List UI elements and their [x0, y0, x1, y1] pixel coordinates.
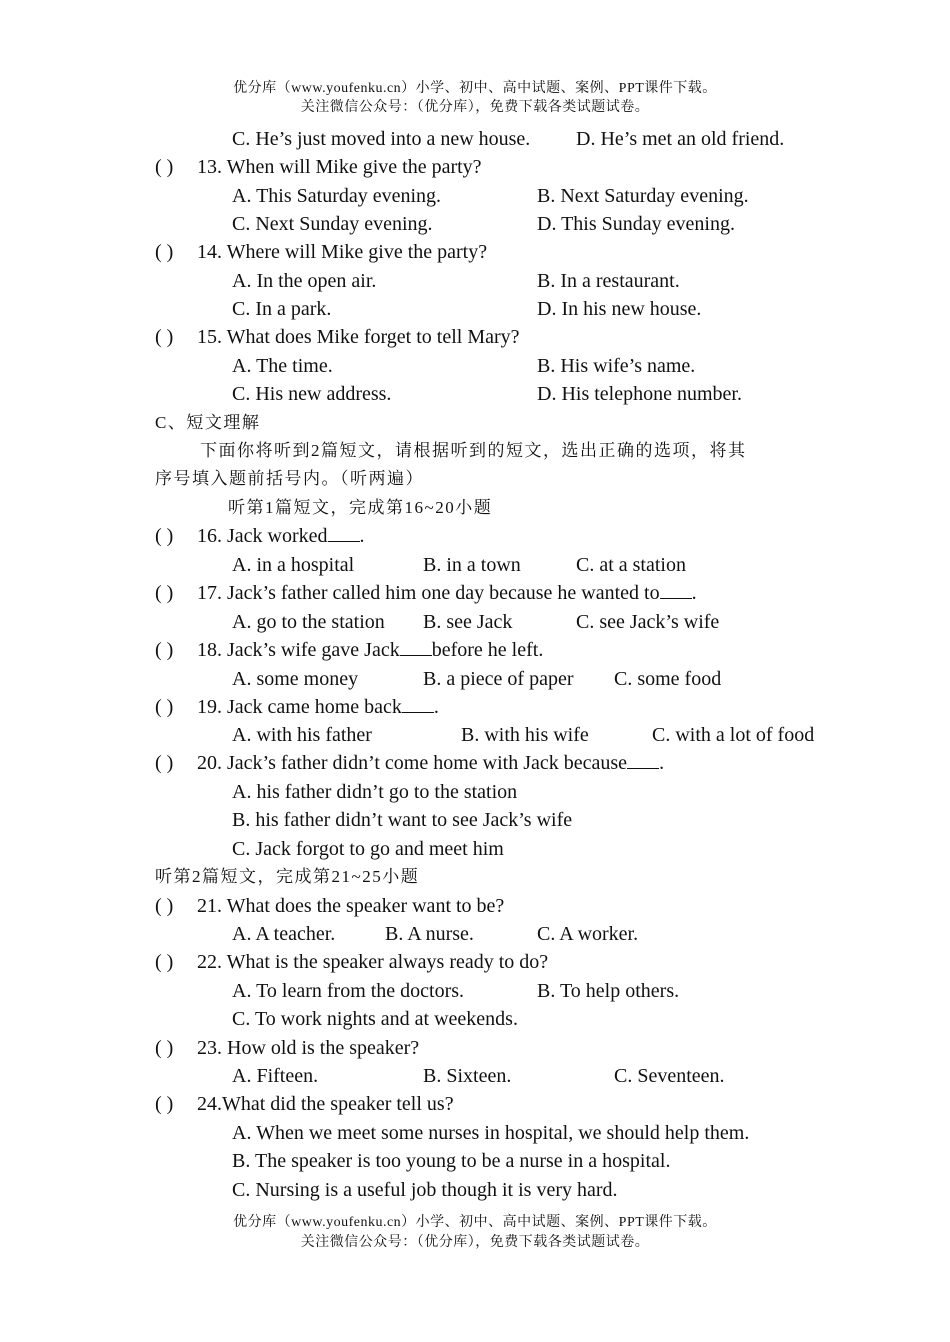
q21-option-b: B. A nurse. [385, 923, 474, 945]
q14-option-a: A. In the open air. [232, 270, 377, 292]
q23-option-b: B. Sixteen. [423, 1065, 512, 1087]
q16-option-a: A. in a hospital [232, 554, 355, 576]
q18-option-c: C. some food [614, 668, 722, 690]
question-21-stem: 21. What does the speaker want to be? [197, 895, 505, 917]
fill-blank[interactable] [627, 750, 659, 769]
q19-option-a: A. with his father [232, 724, 372, 746]
q17-option-a: A. go to the station [232, 611, 385, 633]
question-24-stem: 24.What did the speaker tell us? [197, 1093, 454, 1115]
page-header-line2: 关注微信公众号：（优分库），免费下载各类试题试卷。 [300, 100, 650, 115]
q18-option-b: B. a piece of paper [423, 668, 574, 690]
q20-option-c: C. Jack forgot to go and meet him [232, 838, 504, 860]
question-24 [155, 1091, 454, 1117]
q17-option-c: C. see Jack’s wife [576, 611, 720, 633]
q18-option-a: A. some money [232, 668, 359, 690]
section-c-title: C、短文理解 [155, 413, 261, 432]
question-19-stem: 19. Jack came home back [197, 696, 402, 718]
answer-bracket[interactable]: ( ) [155, 1093, 174, 1115]
q16-option-c: C. at a station [576, 554, 686, 576]
question-20-stem: 20. Jack’s father didn’t come home with Jack because [197, 752, 628, 774]
question-18-end: before he left. [431, 639, 544, 661]
answer-bracket[interactable]: ( ) [155, 696, 174, 718]
question-18 [155, 637, 543, 663]
q22-option-b: B. To help others. [537, 980, 680, 1002]
question-19-end: . [433, 696, 439, 718]
q22-option-c: C. To work nights and at weekends. [232, 1008, 518, 1030]
question-22-stem: 22. What is the speaker always ready to do? [197, 951, 549, 973]
q17-option-b: B. see Jack [423, 611, 513, 633]
question-16 [155, 523, 365, 549]
section-c-instruction-2: 序号填入题前括号内。（听两遍） [155, 469, 424, 488]
q24-option-a: A. When we meet some nurses in hospital, we should help them. [232, 1122, 750, 1144]
question-13 [155, 154, 482, 180]
answer-bracket[interactable]: ( ) [155, 951, 174, 973]
q20-option-b: B. his father didn’t want to see Jack’s wife [232, 809, 573, 831]
answer-bracket[interactable]: ( ) [155, 895, 174, 917]
q23-option-c: C. Seventeen. [614, 1065, 725, 1087]
page-footer-line2: 关注微信公众号：（优分库），免费下载各类试题试卷。 [300, 1235, 650, 1250]
question-17 [155, 580, 697, 606]
question-13-stem: 13. When will Mike give the party? [197, 156, 482, 178]
question-14-stem: 14. Where will Mike give the party? [197, 241, 488, 263]
passage-1-heading: 听第1篇短文，完成第16~20小题 [228, 498, 493, 517]
q14-option-b: B. In a restaurant. [537, 270, 680, 292]
q24-option-c: C. Nursing is a useful job though it is very hard. [232, 1179, 618, 1201]
answer-bracket[interactable]: ( ) [155, 752, 174, 774]
question-23 [155, 1035, 419, 1061]
answer-bracket[interactable]: ( ) [155, 156, 174, 178]
q14-option-d: D. In his new house. [537, 298, 702, 320]
page-footer-line1: 优分库（www.youfenku.cn）小学、初中、高中试题、案例、PPT课件下载。 [233, 1215, 717, 1230]
answer-bracket[interactable]: ( ) [155, 241, 174, 263]
q24-option-b: B. The speaker is too young to be a nurse in a hospital. [232, 1150, 671, 1172]
question-15 [155, 324, 520, 350]
q14-option-c: C. In a park. [232, 298, 332, 320]
q15-option-d: D. His telephone number. [537, 383, 742, 405]
q22-option-a: A. To learn from the doctors. [232, 980, 465, 1002]
q12-option-c: C. He’s just moved into a new house. [232, 128, 531, 150]
answer-bracket[interactable]: ( ) [155, 582, 174, 604]
question-14 [155, 239, 487, 265]
question-20 [155, 750, 664, 776]
question-18-stem: 18. Jack’s wife gave Jack [197, 639, 400, 661]
q20-option-a: A. his father didn’t go to the station [232, 781, 518, 803]
fill-blank[interactable] [328, 523, 360, 542]
question-15-stem: 15. What does Mike forget to tell Mary? [197, 326, 520, 348]
section-c-instruction-1: 下面你将听到2篇短文，请根据听到的短文，选出正确的选项，将其 [200, 441, 747, 460]
q15-option-c: C. His new address. [232, 383, 392, 405]
page-header-line1: 优分库（www.youfenku.cn）小学、初中、高中试题、案例、PPT课件下载。 [233, 81, 717, 96]
q15-option-b: B. His wife’s name. [537, 355, 696, 377]
question-20-end: . [659, 752, 665, 774]
q13-option-b: B. Next Saturday evening. [537, 185, 749, 207]
fill-blank[interactable] [402, 694, 434, 713]
q13-option-c: C. Next Sunday evening. [232, 213, 433, 235]
q21-option-a: A. A teacher. [232, 923, 336, 945]
fill-blank[interactable] [660, 580, 692, 599]
answer-bracket[interactable]: ( ) [155, 525, 174, 547]
q19-option-c: C. with a lot of food [652, 724, 815, 746]
question-16-stem: 16. Jack worked [197, 525, 328, 547]
question-23-stem: 23. How old is the speaker? [197, 1037, 420, 1059]
question-16-end: . [359, 525, 365, 547]
passage-2-heading: 听第2篇短文，完成第21~25小题 [155, 867, 420, 886]
q13-option-a: A. This Saturday evening. [232, 185, 442, 207]
q15-option-a: A. The time. [232, 355, 333, 377]
q16-option-b: B. in a town [423, 554, 521, 576]
question-17-stem: 17. Jack’s father called him one day because he wanted to [197, 582, 660, 604]
q21-option-c: C. A worker. [537, 923, 639, 945]
question-19 [155, 694, 439, 720]
q12-option-d: D. He’s met an old friend. [576, 128, 785, 150]
q13-option-d: D. This Sunday evening. [537, 213, 735, 235]
q19-option-b: B. with his wife [461, 724, 589, 746]
answer-bracket[interactable]: ( ) [155, 326, 174, 348]
question-17-end: . [691, 582, 697, 604]
question-21 [155, 893, 504, 919]
answer-bracket[interactable]: ( ) [155, 639, 174, 661]
question-22 [155, 949, 548, 975]
q23-option-a: A. Fifteen. [232, 1065, 319, 1087]
fill-blank[interactable] [400, 637, 432, 656]
answer-bracket[interactable]: ( ) [155, 1037, 174, 1059]
